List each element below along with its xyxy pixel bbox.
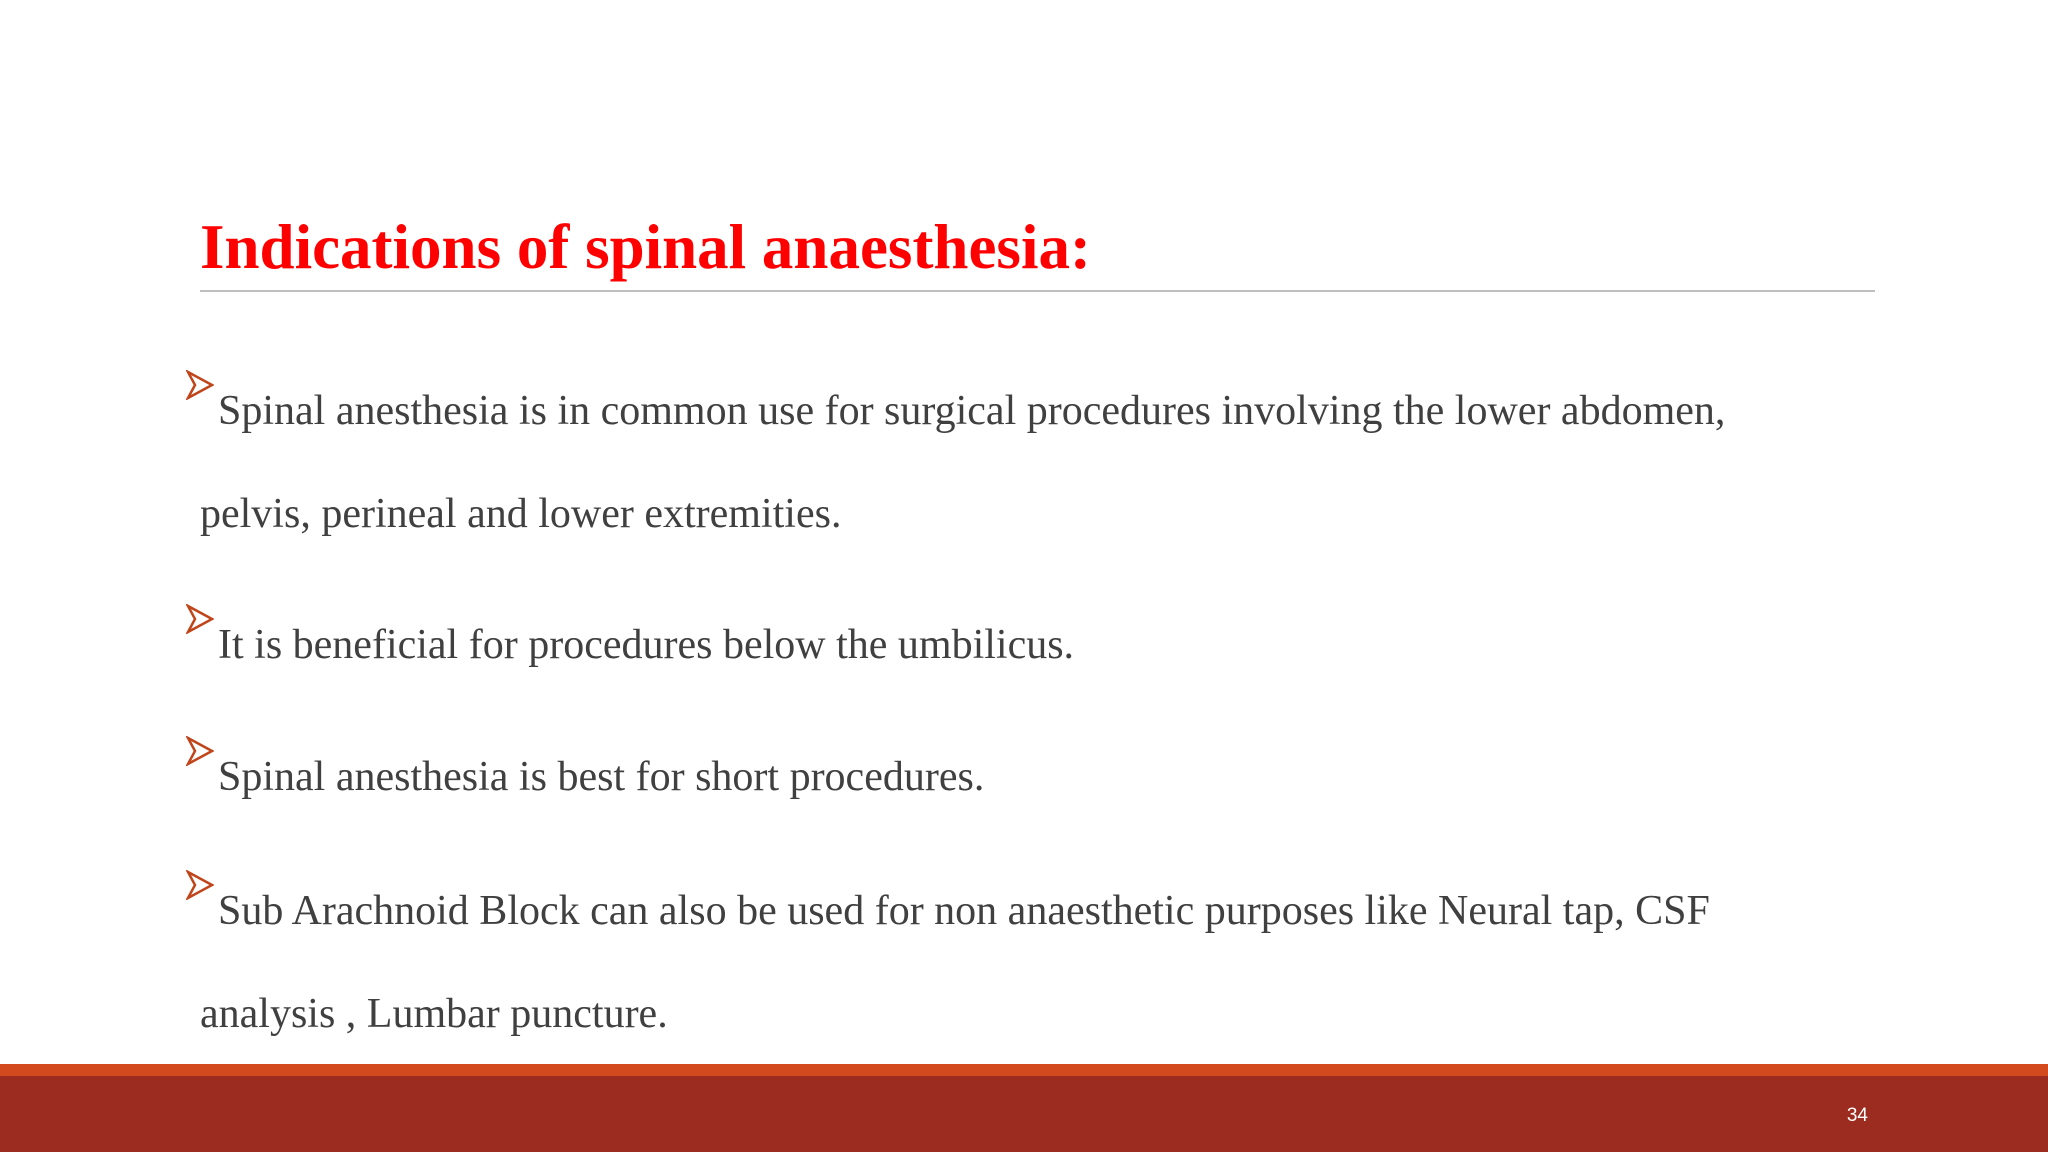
page-number: 34 bbox=[1846, 1105, 1868, 1126]
bullet-text-line-2: analysis , Lumbar puncture. bbox=[200, 991, 668, 1037]
arrow-bullet-icon bbox=[186, 736, 214, 766]
bullet-text-line-1: Spinal anesthesia is best for short procedures. bbox=[218, 754, 985, 800]
arrow-bullet-icon bbox=[186, 604, 214, 634]
bullet-item bbox=[186, 594, 1886, 697]
footer-accent-stripe bbox=[0, 1064, 2048, 1076]
bullet-item bbox=[186, 726, 1886, 829]
bullet-text-line-2: pelvis, perineal and lower extremities. bbox=[200, 491, 842, 537]
bullet-text-line-1: Spinal anesthesia is in common use for surgical procedures involving the lower abdomen, bbox=[218, 388, 1726, 434]
bullet-text-line-1: It is beneficial for procedures below the umbilicus. bbox=[218, 622, 1075, 668]
bullet-item bbox=[186, 860, 1886, 1066]
slide-title: Indications of spinal anaesthesia: bbox=[200, 212, 1091, 282]
bullet-item bbox=[186, 360, 1886, 566]
arrow-bullet-icon bbox=[186, 370, 214, 400]
footer-bar bbox=[0, 1076, 2048, 1152]
bullet-text-line-1: Sub Arachnoid Block can also be used for non anaesthetic purposes like Neural tap, CSF bbox=[218, 888, 1710, 934]
arrow-bullet-icon bbox=[186, 870, 214, 900]
title-divider bbox=[200, 290, 1875, 292]
